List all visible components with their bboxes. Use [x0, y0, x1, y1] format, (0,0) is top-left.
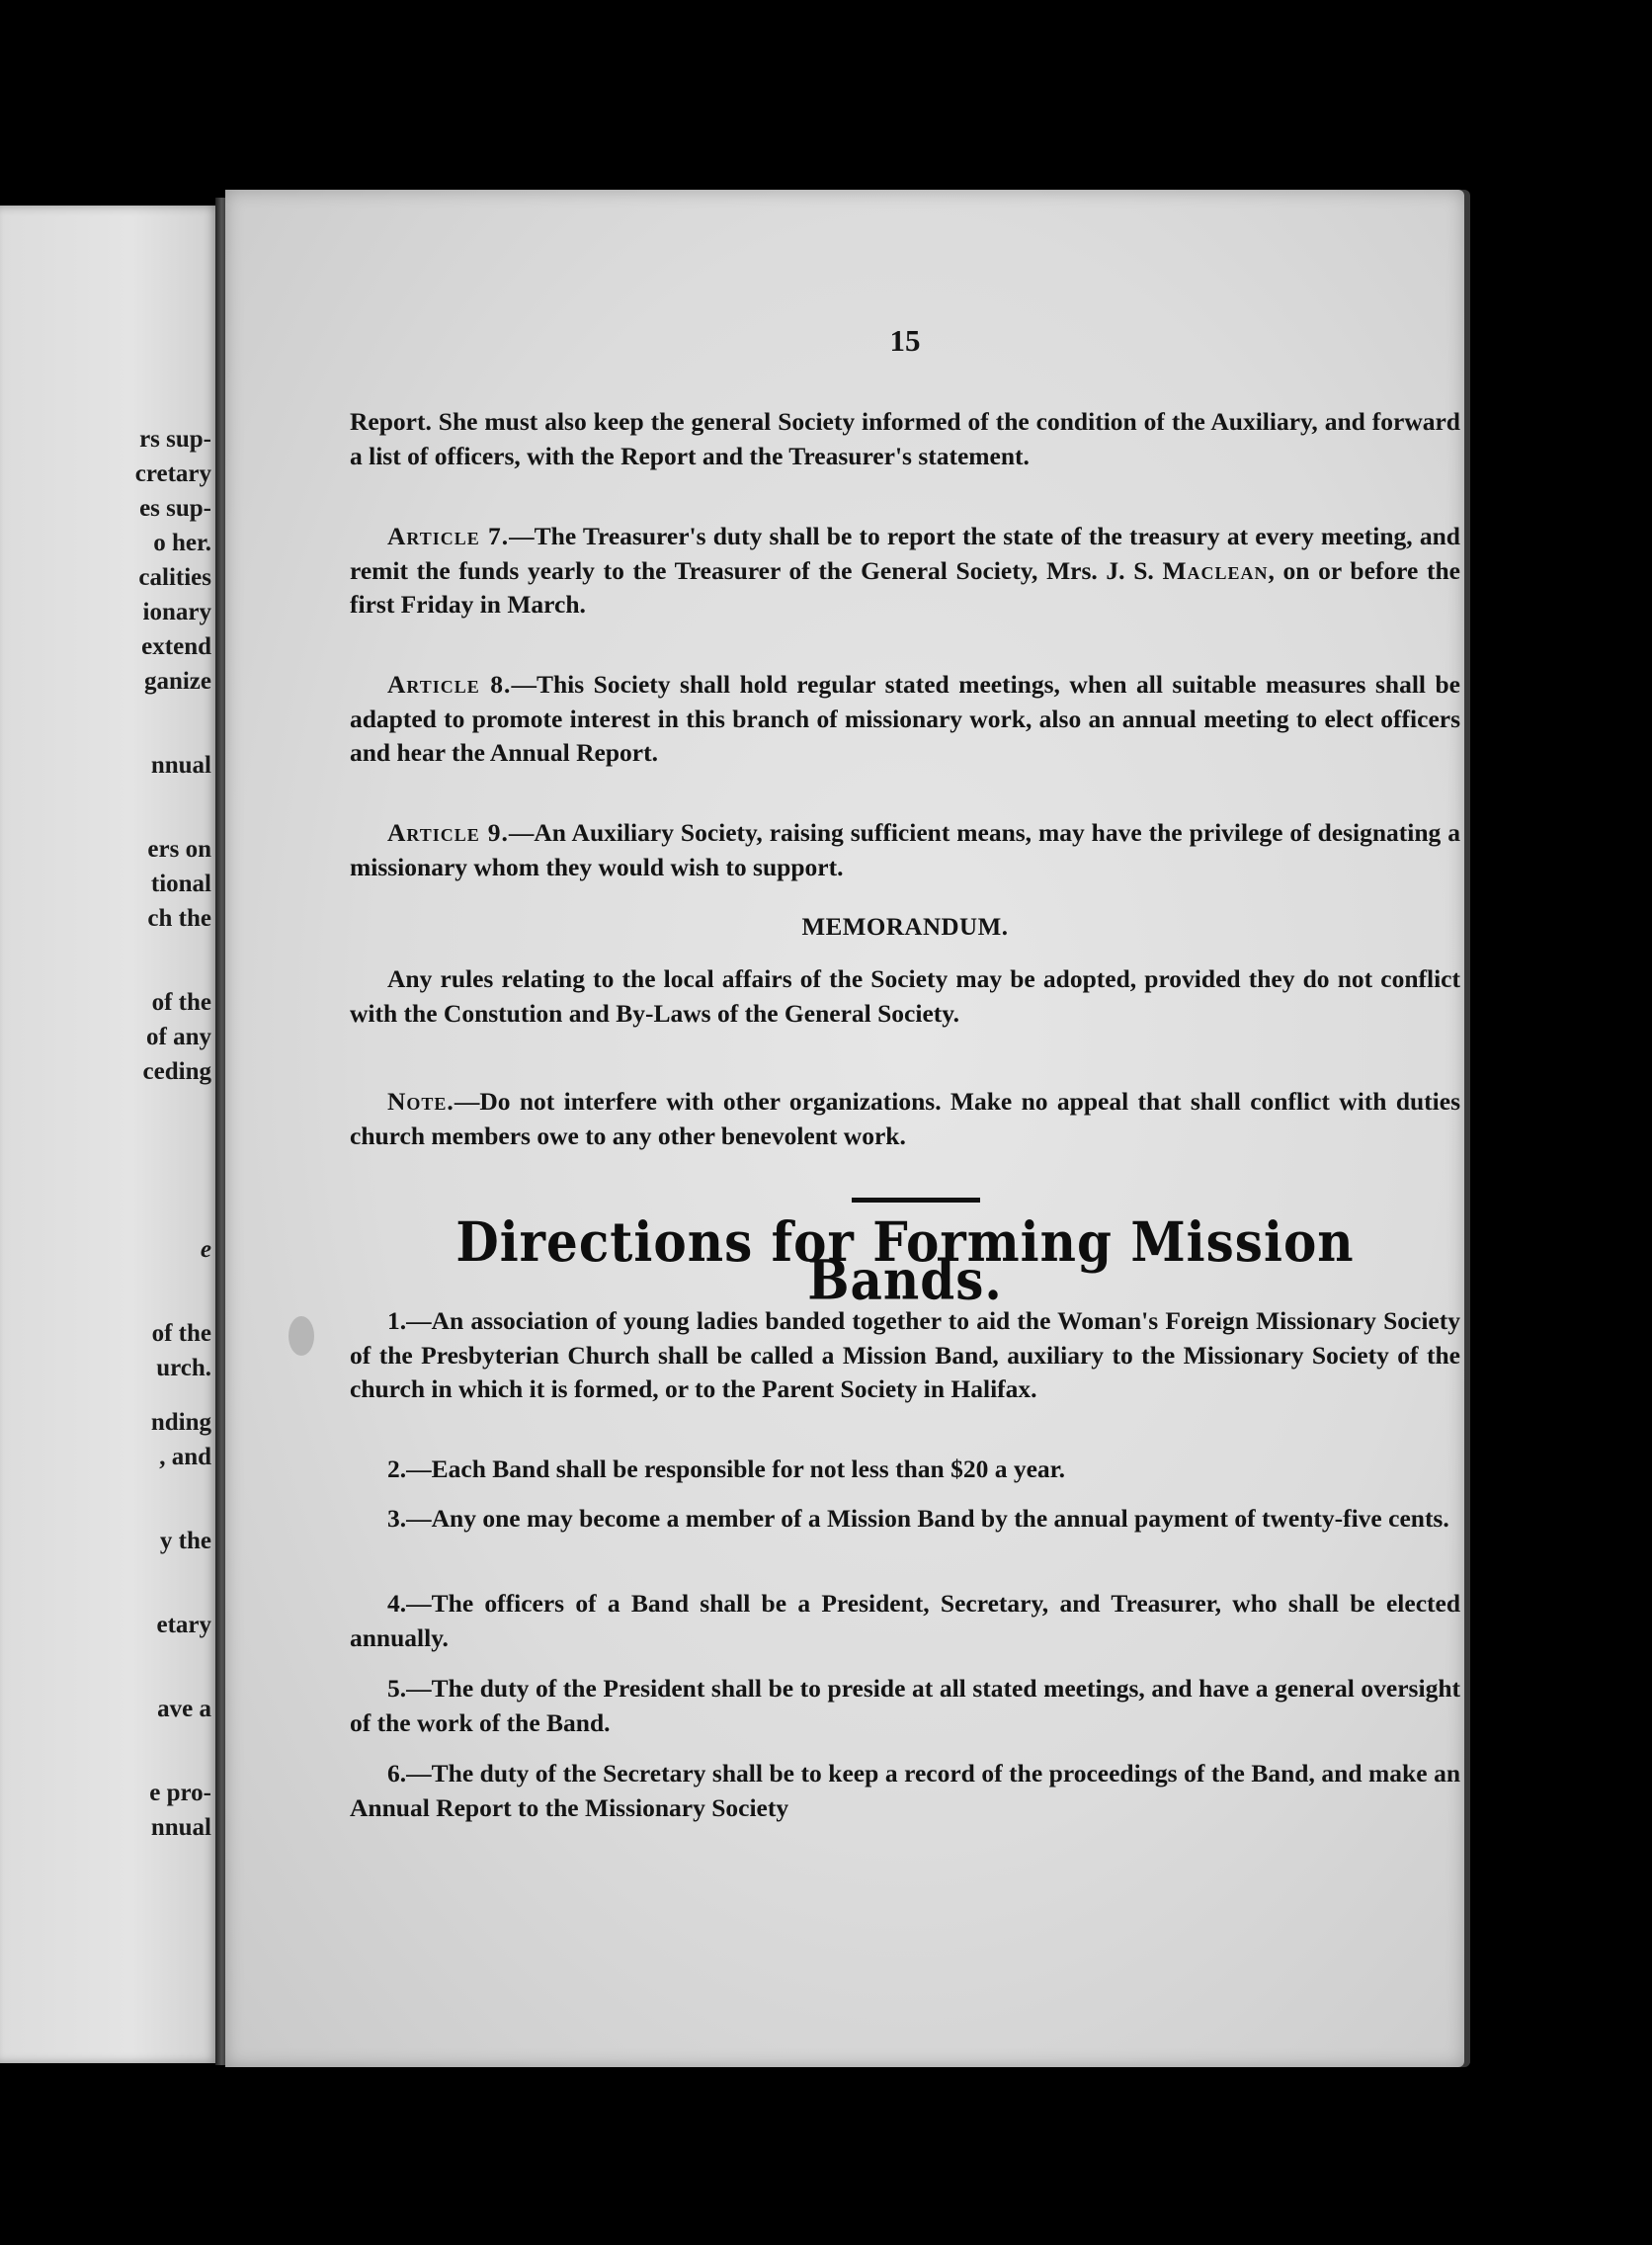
paragraph-article-7: [350, 520, 1460, 623]
left-line: rs sup-: [139, 426, 211, 453]
left-line: ganize: [143, 668, 211, 695]
left-line: tional: [150, 871, 211, 897]
paragraph-article-9: [350, 816, 1460, 884]
left-line: ave a: [157, 1696, 211, 1722]
paragraph-report: Report. She must also keep the general Society informed of the condition of the Auxiliary, and forward a list of officers, with the Report and the Treasurer's statement.: [350, 407, 1460, 470]
left-line: etary: [156, 1612, 211, 1638]
memorandum-heading: MEMORANDUM.: [801, 914, 1009, 941]
item-4: 4.—The officers of a Band shall be a President, Secretary, and Treasurer, who shall be elected annually.: [350, 1589, 1460, 1652]
left-line: y the: [159, 1528, 211, 1554]
paragraph-note: [350, 1085, 1460, 1153]
left-line: calities: [138, 564, 211, 591]
left-line: cretary: [134, 460, 211, 487]
item-3: 3.—Any one may become a member of a Mission Band by the annual payment of twenty-five cents.: [387, 1504, 1449, 1533]
left-page-fragment: [0, 206, 219, 2063]
item-6: 6.—The duty of the Secretary shall be to keep a record of the proceedings of the Band, and make an Annual Report to the Missionary Society: [350, 1759, 1460, 1822]
left-line: nnual: [150, 1814, 211, 1841]
page-stain: [289, 1316, 314, 1356]
section-rule: [852, 1198, 980, 1203]
left-line: of the: [151, 989, 211, 1016]
paragraph-article-8: [350, 668, 1460, 771]
note-label: Note.: [387, 1087, 454, 1116]
article-8-text: —This Society shall hold regular stated meetings, when all suitable measures shall be adapted to promote interest in this branch of missionary work, also an annual meeting to elect officers and hear the Annual Report.: [350, 670, 1460, 767]
article-9-text: —An Auxiliary Society, raising sufficient means, may have the privilege of designating a missionary whom they would wish to support.: [350, 818, 1460, 881]
left-line: ch the: [147, 905, 211, 932]
section-heading: Directions for Forming Mission Bands.: [455, 1209, 1355, 1312]
paragraph-memorandum: Any rules relating to the local affairs of the Society may be adopted, provided they do not conflict with the Constution and By-Laws of the General Society.: [350, 964, 1460, 1028]
article-7-text: —The Treasurer's duty shall be to report the state of the treasury at every meeting, and remit the funds yearly to the Treasurer of the General Society, Mrs. J. S.: [350, 522, 1460, 585]
article-7-label: Article 7.: [387, 522, 510, 550]
left-line: ionary: [142, 599, 211, 625]
left-line: extend: [141, 633, 211, 660]
left-line: nnual: [150, 752, 211, 779]
left-line: , and: [159, 1444, 211, 1470]
item-2: 2.—Each Band shall be responsible for not less than $20 a year.: [387, 1455, 1066, 1483]
left-line: e pro-: [149, 1780, 211, 1806]
item-1: 1.—An association of young ladies banded together to aid the Woman's Foreign Missionary Society of the Presbyterian Church shall be called a Mission Band, auxiliary to the Missionary Society of the church in which it is formed, or to the Parent Society in Halifax.: [350, 1306, 1460, 1403]
left-line: ceding: [142, 1058, 211, 1085]
left-line: of any: [146, 1024, 211, 1050]
left-line: e: [200, 1236, 211, 1263]
article-7-tail: , on or before the first Friday in March.: [350, 555, 1460, 619]
left-line: of the: [151, 1320, 211, 1347]
left-line: ers on: [147, 836, 211, 863]
left-line: o her.: [153, 530, 211, 556]
note-text: —Do not interfere with other organizations. Make no appeal that shall conflict with duties church members owe to any other benevolent work.: [350, 1087, 1460, 1150]
item-5: 5.—The duty of the President shall be to preside at all stated meetings, and have a general oversight of the work of the Band.: [350, 1674, 1460, 1737]
left-line: es sup-: [139, 495, 211, 522]
article-9-label: Article 9.: [387, 818, 509, 847]
left-line: urch.: [156, 1355, 211, 1381]
page-15: [225, 190, 1464, 2067]
article-8-label: Article 8.: [387, 670, 512, 699]
page-number: 15: [889, 323, 921, 358]
treasurer-name: Maclean: [1162, 555, 1269, 585]
left-line: nding: [150, 1409, 211, 1436]
